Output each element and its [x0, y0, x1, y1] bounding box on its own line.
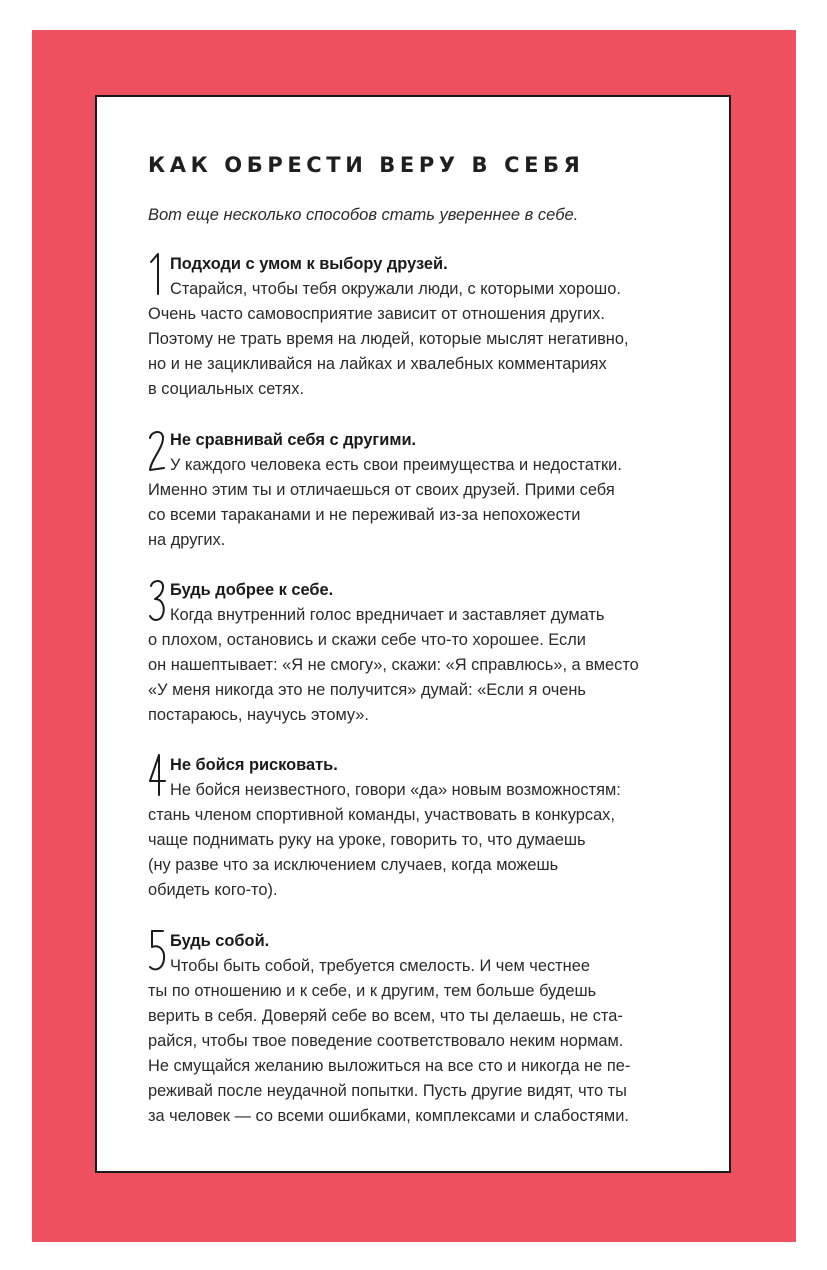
number-4-glyph [147, 751, 169, 799]
tip-text-line: Очень часто самовосприятие зависит от отношения других. [148, 305, 605, 323]
tip-text-line: чаще поднимать руку на уроке, говорить то, что думаешь [148, 831, 586, 849]
tip-item-3 [148, 578, 708, 728]
tip-text-line: (ну разве что за исключением случаев, когда можешь [148, 856, 559, 874]
tip-heading: Не бойся рисковать. [170, 756, 338, 774]
tip-text-line: ты по отношению и к себе, и к другим, тем больше будешь [148, 982, 597, 1000]
tip-text-line: обидеть кого-то). [148, 881, 278, 899]
tip-text-line: за человек — со всеми ошибками, комплексами и слабостями. [148, 1107, 629, 1125]
tip-text-line: в социальных сетях. [148, 380, 304, 398]
tip-item-2 [148, 428, 708, 553]
tip-text-line: У каждого человека есть свои преимущества и недостатки. [170, 456, 622, 474]
tip-text-line: Старайся, чтобы тебя окружали люди, с которыми хорошо. [170, 280, 621, 298]
tip-item-4 [148, 753, 708, 903]
tip-text-line: на других. [148, 531, 226, 549]
tip-text-line: стань членом спортивной команды, участвовать в конкурсах, [148, 806, 615, 824]
tip-text-line: Не бойся неизвестного, говори «да» новым возможностям: [170, 781, 621, 799]
tip-text-line: верить в себя. Доверяй себе во всем, что ты делаешь, не ста- [148, 1007, 623, 1025]
tip-item-5 [148, 929, 708, 1129]
tip-text-line: Именно этим ты и отличаешься от своих друзей. Прими себя [148, 481, 615, 499]
number-1-glyph [147, 250, 169, 298]
tip-heading: Подходи с умом к выбору друзей. [170, 255, 448, 273]
tip-text-line: но и не зацикливайся на лайках и хвалебных комментариях [148, 355, 607, 373]
number-2-glyph [147, 426, 169, 474]
intro-text: Вот еще несколько способов стать увереннее в себе. [148, 206, 579, 224]
tip-text-line: со всеми тараканами и не переживай из-за непохожести [148, 506, 581, 524]
content-card [95, 95, 731, 1173]
tip-heading: Не сравнивай себя с другими. [170, 431, 417, 449]
tip-text-line: Чтобы быть собой, требуется смелость. И чем честнее [170, 957, 590, 975]
tip-text-line: реживай после неудачной попытки. Пусть другие видят, что ты [148, 1082, 627, 1100]
tip-text-line: о плохом, остановись и скажи себе что-то хорошее. Если [148, 631, 586, 649]
tip-text-line: райся, чтобы твое поведение соответствовало неким нормам. [148, 1032, 624, 1050]
tip-text-line: «У меня никогда это не получится» думай: «Если я очень [148, 681, 586, 699]
tip-item-1 [148, 252, 708, 402]
tip-heading: Будь собой. [170, 932, 270, 950]
tip-heading: Будь добрее к себе. [170, 581, 334, 599]
tip-text-line: постараюсь, научусь этому». [148, 706, 369, 724]
tip-text-line: он нашептывает: «Я не смогу», скажи: «Я справлюсь», а вместо [148, 656, 639, 674]
tip-text-line: Не смущайся желанию выложиться на все сто и никогда не пе- [148, 1057, 631, 1075]
tip-text-line: Поэтому не трать время на людей, которые мыслят негативно, [148, 330, 629, 348]
tip-text-line: Когда внутренний голос вредничает и заставляет думать [170, 606, 605, 624]
number-5-glyph [147, 927, 169, 975]
number-3-glyph [147, 576, 169, 624]
page-title: КАК ОБРЕСТИ ВЕРУ В СЕБЯ [148, 153, 585, 177]
